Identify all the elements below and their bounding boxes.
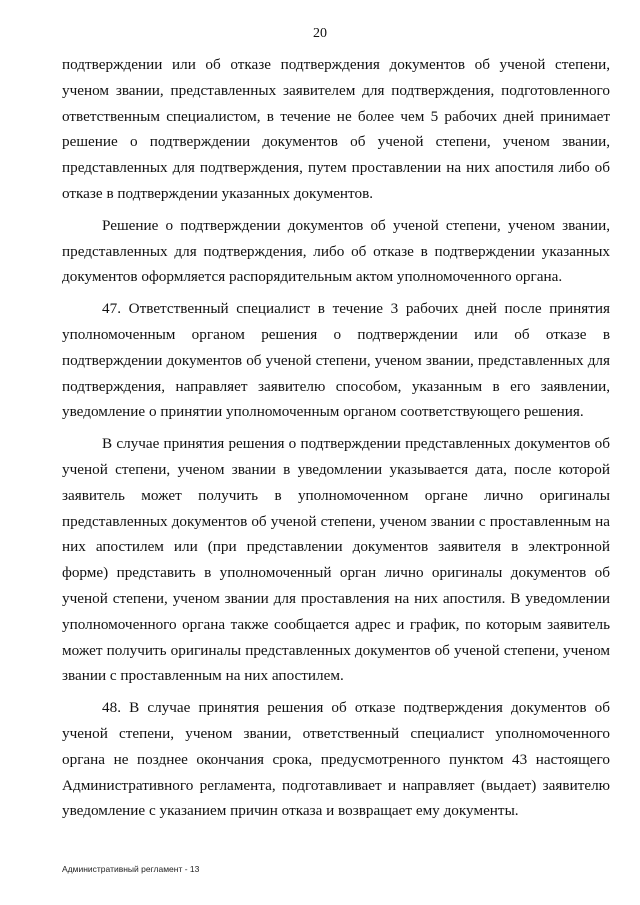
paragraph-continuation: подтверждении или об отказе подтверждения документов об ученой степени, ученом звании, представленных заявителем для подтверждения, подготовленного ответственным специалистом, в течение не более чем 5 рабочих дней принимает решение о подтверждении документов об ученой степени, ученом звании, представленных для подтверждения, путем проставлении на них апостиля либо об отказе в подтверждении указанных документов. (62, 56, 610, 202)
page-footer: Административный регламент - 13 (62, 864, 200, 874)
paragraph-confirmation-case: В случае принятия решения о подтверждении представленных документов об ученой степени, ученом звании в уведомлении указывается дата, после которой заявитель может получить в уполномоченном органе лично оригиналы представленных документов об ученой степени, ученом звании с проставленным на них апостилем или (при представлении документов заявителя в электронной форме) представить в уполномоченный орган лично оригиналы документов об ученой степени, ученом звании для проставления на них апостиля. В уведомлении уполномоченного органа также сообщается адрес и график, по которым заявитель может получить оригиналы представленных документов об ученой степени, ученом звании с проставленным на них апостилем. (62, 435, 610, 685)
paragraph-item-48: 48. В случае принятия решения об отказе подтверждения документов об ученой степени, ученом звании, ответственный специалист уполномоченного органа не позднее окончания срока, предусмотренного пунктом 43 настоящего Административного регламента, подготавливает и направляет (выдает) заявителю уведомление с указанием причин отказа и возвращает ему документы. (62, 699, 610, 820)
paragraph-decision-format: Решение о подтверждении документов об ученой степени, ученом звании, представленных для подтверждения, либо об отказе в подтверждении указанных документов оформляется распорядительным актом уполномоченного органа. (62, 216, 610, 286)
document-body (62, 52, 610, 830)
paragraph-item-47: 47. Ответственный специалист в течение 3 рабочих дней после принятия уполномоченным органом решения о подтверждении или об отказе в подтверждении документов об ученой степени, ученом звании, представленных для подтверждения, направляет заявителю способом, указанным в его заявлении, уведомление о принятии уполномоченным органом соответствующего решения. (62, 300, 610, 421)
page-number: 20 (313, 26, 327, 41)
